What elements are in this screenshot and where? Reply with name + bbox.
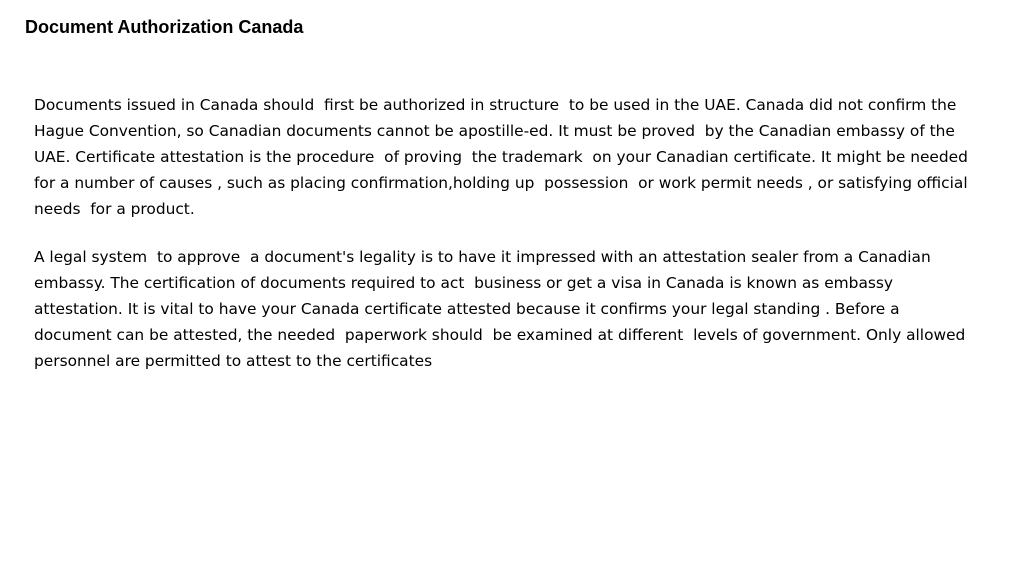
- body-paragraph-1: Documents issued in Canada should first be authorized in structure to be used in the UAE. Canada did not confirm the Hague Convention, so Canadian documents cannot be apostille-ed. It must be proved by the Canadian embassy of the UAE. Certificate attestation is the procedure of proving the trademark on your Canadian certificate. It might be needed for a number of causes , such as placing confirmation,holding up possession or work permit needs , or satisfying official needs for a product.: [34, 96, 978, 218]
- body-paragraph-2: A legal system to approve a document's legality is to have it impressed with an attestation sealer from a Canadian embassy. The certification of documents required to act business or get a visa in Canada is known as embassy attestation. It is vital to have your Canada certificate attested because it confirms your legal standing . Before a document can be attested, the needed paperwork should be examined at different levels of government. Only allowed personnel are permitted to attest to the certificates: [34, 248, 976, 370]
- slide-title: Document Authorization Canada: [25, 17, 304, 37]
- slide-body: [34, 92, 978, 374]
